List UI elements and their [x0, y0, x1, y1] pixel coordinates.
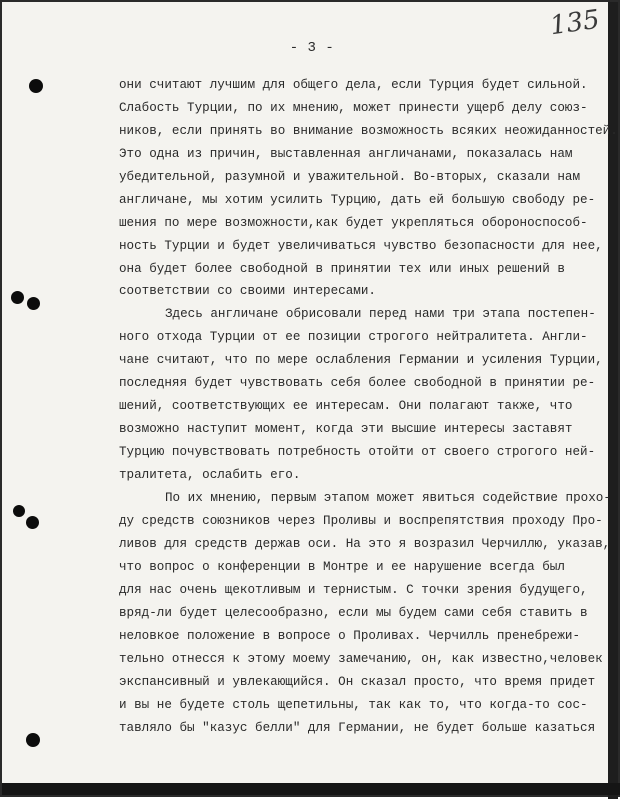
text-line: последняя будет чувствовать себя более свободной в принятии ре-: [119, 376, 596, 390]
text-line: тельно отнесся к этому моему замечанию, он, как известно,человек: [119, 652, 603, 666]
text-line: ность Турции и будет увеличиваться чувство безопасности для нее,: [119, 239, 603, 253]
text-line: вряд-ли будет целесообразно, если мы будем сами себя ставить в: [119, 606, 588, 620]
text-line: неловкое положение в вопросе о Проливах. Черчилль пренебрежи-: [119, 629, 581, 643]
text-line: возможно наступит момент, когда эти высшие интересы заставят: [119, 422, 573, 436]
text-line: и вы не будете столь щепетильны, так как то, что когда-то сос-: [119, 698, 588, 712]
text-line: ников, если принять во внимание возможность всяких неожиданностей.: [119, 124, 618, 138]
text-line: Слабость Турции, по их мнению, может принести ущерб делу союз-: [119, 101, 588, 115]
text-line: Турцию почувствовать потребность отойти от своего строгого ней-: [119, 445, 596, 459]
page-number: - 3 -: [289, 40, 335, 56]
text-line: экспансивный и увлекающийся. Он сказал просто, что время придет: [119, 675, 596, 689]
text-line: ливов для средств держав оси. На это я возразил Черчиллю, указав,: [119, 537, 611, 551]
text-line: они считают лучшим для общего дела, если Турция будет сильной.: [119, 78, 588, 92]
punch-hole: [26, 733, 40, 747]
archive-number: 135: [548, 4, 602, 42]
text-line: ду средств союзников через Проливы и воспрепятствия проходу Про-: [119, 514, 603, 528]
text-line: тавляло бы "казус белли" для Германии, не будет больше казаться: [119, 721, 596, 735]
text-line: убедительной, разумной и уважительной. Во-вторых, сказали нам: [119, 170, 581, 184]
text-line: ного отхода Турции от ее позиции строгого нейтралитета. Англи-: [119, 330, 588, 344]
body-text: [2, 70, 620, 735]
text-line: соответствии со своими интересами.: [119, 284, 376, 298]
scan-edge-bottom: [2, 783, 620, 795]
text-line: По их мнению, первым этапом может явиться содействие прохо-: [165, 491, 611, 505]
text-line: Это одна из причин, выставленная англичанами, показалась нам: [119, 147, 573, 161]
text-line: для нас очень щекотливым и тернистым. С точки зрения будущего,: [119, 583, 588, 597]
text-line: шения по мере возможности,как будет укрепляться обороноспособ-: [119, 216, 588, 230]
text-line: что вопрос о конференции в Монтре и ее нарушение всегда был: [119, 560, 565, 574]
text-line: чане считают, что по мере ослабления Германии и усиления Турции,: [119, 353, 603, 367]
text-line: шений, соответствующих ее интересам. Они полагают также, что: [119, 399, 573, 413]
text-line: Здесь англичане обрисовали перед нами три этапа постепен-: [165, 307, 596, 321]
text-line: она будет более свободной в принятии тех или иных решений в: [119, 262, 565, 276]
text-line: тралитета, ослабить его.: [119, 468, 301, 482]
text-line: англичане, мы хотим усилить Турцию, дать ей большую свободу ре-: [119, 193, 596, 207]
